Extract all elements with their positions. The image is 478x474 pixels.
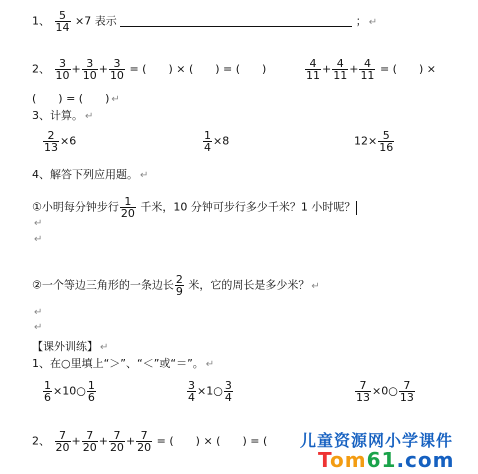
extra-q2: 2、 $\frac{7}{20}$ + $\frac{7}{20}$ + $\frac{7}{20}$ + $\frac{7}{20}$ = ( ) × ( ) = ( — [32, 429, 268, 454]
extra-title: 【课外训练】 ↵ — [32, 340, 109, 353]
fraction: $\frac{1}{6}$ — [87, 379, 95, 404]
fraction: $\frac{2}{9}$ — [175, 273, 183, 298]
q3-title: 3、计算。 ↵ — [32, 109, 94, 122]
fraction: $\frac{5}{16}$ — [379, 129, 394, 154]
fraction: $\frac{1}{20}$ — [120, 195, 135, 220]
extra-q1: 1、在○里填上“＞”、“＜”或“＝”。 ↵ — [32, 357, 215, 370]
q2-right: $\frac{4}{11}$ + $\frac{4}{11}$ + $\frac{4}{11}$ = ( ) × — [306, 57, 436, 82]
q4-title: 4、解答下列应用题。 ↵ — [32, 168, 149, 181]
q3-b: $\frac{1}{4}$ ×8 — [204, 129, 230, 154]
q1-line: 1、 $\frac{5}{14}$ ×7 表示 ； ↵ — [32, 9, 378, 34]
watermark-logo-text: 儿童资源网小学课件 — [300, 431, 454, 450]
answer-blank[interactable] — [120, 16, 352, 27]
fraction: $\frac{7}{20}$ — [137, 429, 152, 454]
fraction: $\frac{3}{10}$ — [55, 57, 70, 82]
fraction: $\frac{3}{10}$ — [82, 57, 97, 82]
compare-b: $\frac{3}{4}$ ×1○ $\frac{3}{4}$ — [188, 379, 232, 404]
fraction: $\frac{7}{13}$ — [399, 379, 414, 404]
fraction: $\frac{4}{11}$ — [306, 57, 320, 82]
fraction: $\frac{4}{11}$ — [333, 57, 348, 82]
fraction: $\frac{7}{13}$ — [356, 379, 370, 404]
q2-line: 2、 $\frac{3}{10}$ + $\frac{3}{10}$ + $\frac{3}{10}$ = ( ) × ( ) = ( ) — [32, 57, 267, 82]
compare-a: $\frac{1}{6}$ ×10○ $\frac{1}{6}$ — [44, 379, 95, 404]
fraction: $\frac{2}{13}$ — [44, 129, 58, 154]
q4-problem-2: ②一个等边三角形的一条边长 $\frac{2}{9}$ 米，它的周长是多少米？ ↵ — [32, 273, 320, 298]
watermark-logo: Tom61.com — [318, 448, 455, 472]
fraction: $\frac{7}{20}$ — [55, 429, 70, 454]
fraction: $\frac{4}{11}$ — [360, 57, 375, 82]
q4-problem-1: ①小明每分钟步行 $\frac{1}{20}$ 千米，10 分钟可步行多少千米？1 小时呢？ — [32, 195, 356, 220]
fraction: $\frac{3}{4}$ — [188, 379, 195, 404]
fraction: $\frac{7}{20}$ — [109, 429, 124, 454]
q3-a: $\frac{2}{13}$ ×6 — [44, 129, 77, 154]
fraction: $\frac{3}{4}$ — [224, 379, 232, 404]
fraction: $\frac{1}{4}$ — [204, 129, 211, 154]
fraction: $\frac{7}{20}$ — [82, 429, 97, 454]
q2-line2: ( ) = ( ) ↵ — [32, 92, 120, 105]
fraction: $\frac{1}{6}$ — [44, 379, 51, 404]
fraction: $\frac{5}{14}$ — [55, 9, 70, 34]
q3-c: 12× $\frac{5}{16}$ — [354, 129, 394, 154]
text-cursor — [356, 201, 357, 215]
compare-c: $\frac{7}{13}$ ×0○ $\frac{7}{13}$ — [356, 379, 414, 404]
fraction: $\frac{3}{10}$ — [109, 57, 124, 82]
